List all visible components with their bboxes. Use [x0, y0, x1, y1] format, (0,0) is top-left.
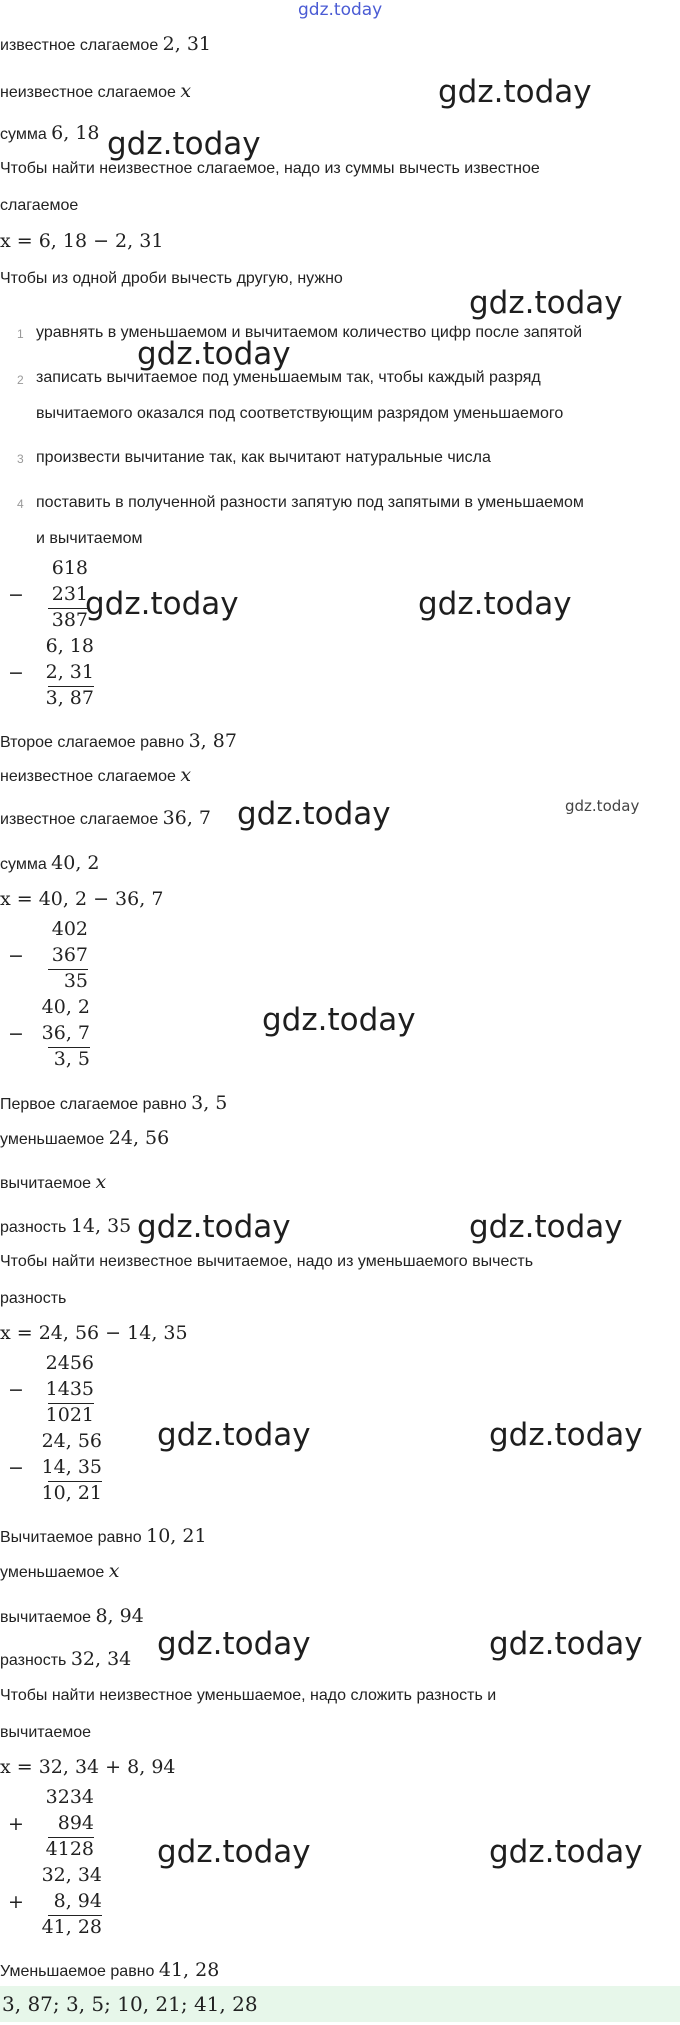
equation: x = 40, 2 − 36, 7 [0, 888, 164, 910]
subtrahend-label: вычитаемое [0, 1609, 92, 1626]
calc-bottom: 231 [51, 583, 88, 605]
watermark: gdz.today [469, 285, 623, 321]
calc-bottom: 2, 31 [45, 661, 94, 683]
answer-line [0, 1092, 227, 1114]
minuend-line [0, 1560, 120, 1582]
calc-result: 35 [63, 970, 88, 992]
column-calculation [8, 635, 94, 715]
column-calculation [8, 1786, 94, 1866]
known-addend-line [0, 807, 211, 829]
difference-value: 32, 34 [70, 1648, 132, 1670]
step-text: произвести вычитание так, как вычитают натуральные числа [36, 449, 491, 466]
subtrahend-line [0, 1605, 144, 1627]
steps-intro: Чтобы из одной дроби вычесть другую, нужно [0, 270, 343, 287]
calc-top: 618 [51, 557, 88, 579]
unknown-addend-label: неизвестное слагаемое [0, 768, 176, 785]
calc-result: 3, 87 [45, 687, 94, 709]
equation: x = 32, 34 + 8, 94 [0, 1756, 176, 1778]
watermark: gdz.today [157, 1626, 311, 1662]
calc-bottom: 36, 7 [41, 1022, 90, 1044]
watermark: gdz.today [237, 796, 391, 832]
operator: − [8, 584, 24, 606]
rule-line-1: Чтобы найти неизвестное уменьшаемое, надо сложить разность и [0, 1687, 497, 1704]
step-text: вычитаемого оказался под соответствующим разрядом уменьшаемого [36, 405, 564, 422]
answer-line [0, 730, 237, 752]
watermark: gdz.today [85, 586, 239, 622]
sum-line [0, 122, 100, 144]
watermark: gdz.today [157, 1417, 311, 1453]
minuend-value: 24, 56 [108, 1127, 170, 1149]
equation: x = 24, 56 − 14, 35 [0, 1322, 188, 1344]
sum-value: 40, 2 [51, 852, 100, 874]
step-text: уравнять в уменьшаемом и вычитаемом количество цифр после запятой [36, 324, 583, 341]
calc-top: 2456 [45, 1352, 94, 1374]
step-number: 4 [17, 497, 24, 511]
column-calculation [8, 557, 88, 637]
operator: − [8, 1379, 24, 1401]
operator: − [8, 1023, 24, 1045]
difference-value: 14, 35 [70, 1215, 132, 1237]
answer-value: 41, 28 [158, 1959, 220, 1981]
answer-label: Второе слагаемое равно [0, 734, 185, 751]
unknown-addend-label: неизвестное слагаемое [0, 84, 176, 101]
watermark: gdz.today [489, 1626, 643, 1662]
watermark: gdz.today [489, 1417, 643, 1453]
answer-label: Уменьшаемое равно [0, 1963, 155, 1980]
difference-line [0, 1648, 131, 1670]
known-addend-value: 36, 7 [162, 807, 212, 829]
watermark: gdz.today [418, 586, 572, 622]
column-calculation [8, 1864, 102, 1944]
operator: + [8, 1813, 24, 1835]
difference-line [0, 1215, 131, 1237]
sum-label: сумма [0, 856, 47, 873]
calc-result: 1021 [45, 1404, 94, 1426]
watermark-top: gdz.today [298, 0, 383, 20]
minuend-label: уменьшаемое [0, 1564, 105, 1581]
equation: x = 6, 18 − 2, 31 [0, 230, 164, 252]
calc-bottom: 8, 94 [53, 1890, 102, 1912]
column-calculation [8, 1352, 94, 1432]
column-calculation [8, 1430, 102, 1510]
calc-top: 6, 18 [45, 635, 94, 657]
step-number: 3 [17, 452, 24, 466]
calc-bottom: 1435 [45, 1378, 94, 1400]
unknown-addend-line [0, 764, 191, 786]
calc-result: 3, 5 [53, 1048, 90, 1070]
subtrahend-label: вычитаемое [0, 1175, 92, 1192]
calc-top: 402 [51, 918, 88, 940]
answer-label: Первое слагаемое равно [0, 1096, 187, 1113]
answer-value: 3, 5 [191, 1092, 228, 1114]
sum-line [0, 852, 100, 874]
step-text: поставить в полученной разности запятую под запятыми в уменьшаемом [36, 494, 584, 511]
subtrahend-value: 8, 94 [95, 1605, 144, 1627]
column-calculation [8, 918, 88, 998]
watermark: gdz.today [157, 1834, 311, 1870]
operator: + [8, 1891, 24, 1913]
column-calculation [8, 996, 90, 1076]
calc-result: 4128 [45, 1838, 94, 1860]
watermark: gdz.today [565, 797, 640, 815]
calc-result: 10, 21 [41, 1482, 102, 1504]
known-addend-line [0, 33, 211, 55]
calc-bottom: 894 [57, 1812, 94, 1834]
watermark: gdz.today [107, 126, 261, 162]
calc-result: 41, 28 [41, 1916, 102, 1938]
rule-line-2: разность [0, 1290, 67, 1307]
rule-line-1: Чтобы найти неизвестное слагаемое, надо из суммы вычесть известное [0, 160, 540, 177]
answer-line [0, 1525, 207, 1547]
answer-line [0, 1959, 219, 1981]
calc-top: 40, 2 [41, 996, 90, 1018]
calc-top: 3234 [45, 1786, 94, 1808]
rule-line-2: слагаемое [0, 197, 79, 214]
watermark: gdz.today [137, 1209, 291, 1245]
final-answer: 3, 87; 3, 5; 10, 21; 41, 28 [2, 1992, 258, 2016]
known-addend-label: известное слагаемое [0, 811, 159, 828]
subtrahend-line [0, 1171, 106, 1193]
watermark: gdz.today [137, 336, 291, 372]
sum-label: сумма [0, 126, 47, 143]
answer-value: 3, 87 [188, 730, 237, 752]
calc-bottom: 367 [51, 944, 88, 966]
difference-label: разность [0, 1219, 67, 1236]
step-text: и вычитаемом [36, 530, 143, 547]
operator: − [8, 1457, 24, 1479]
calc-bottom: 14, 35 [41, 1456, 102, 1478]
rule-line-2: вычитаемое [0, 1724, 92, 1741]
watermark: gdz.today [469, 1209, 623, 1245]
subtrahend-value: x [95, 1171, 107, 1193]
known-addend-value: 2, 31 [162, 33, 212, 55]
watermark: gdz.today [438, 74, 592, 110]
answer-value: 10, 21 [146, 1525, 207, 1547]
minuend-value: x [108, 1560, 120, 1582]
watermark: gdz.today [489, 1834, 643, 1870]
unknown-addend-line [0, 80, 191, 102]
calc-result: 387 [51, 609, 88, 631]
step-text: записать вычитаемое под уменьшаемым так, чтобы каждый разряд [36, 369, 541, 386]
unknown-addend-value: x [180, 764, 192, 786]
sum-value: 6, 18 [51, 122, 100, 144]
minuend-line [0, 1127, 169, 1149]
step-number: 1 [17, 327, 24, 341]
difference-label: разность [0, 1652, 67, 1669]
operator: − [8, 662, 24, 684]
minuend-label: уменьшаемое [0, 1131, 105, 1148]
known-addend-label: известное слагаемое [0, 37, 159, 54]
answer-label: Вычитаемое равно [0, 1529, 142, 1546]
watermark: gdz.today [262, 1002, 416, 1038]
rule-line-1: Чтобы найти неизвестное вычитаемое, надо из уменьшаемого вычесть [0, 1253, 534, 1270]
unknown-addend-value: x [180, 80, 192, 102]
calc-top: 24, 56 [41, 1430, 102, 1452]
calc-top: 32, 34 [41, 1864, 102, 1886]
operator: − [8, 945, 24, 967]
step-number: 2 [17, 373, 24, 387]
